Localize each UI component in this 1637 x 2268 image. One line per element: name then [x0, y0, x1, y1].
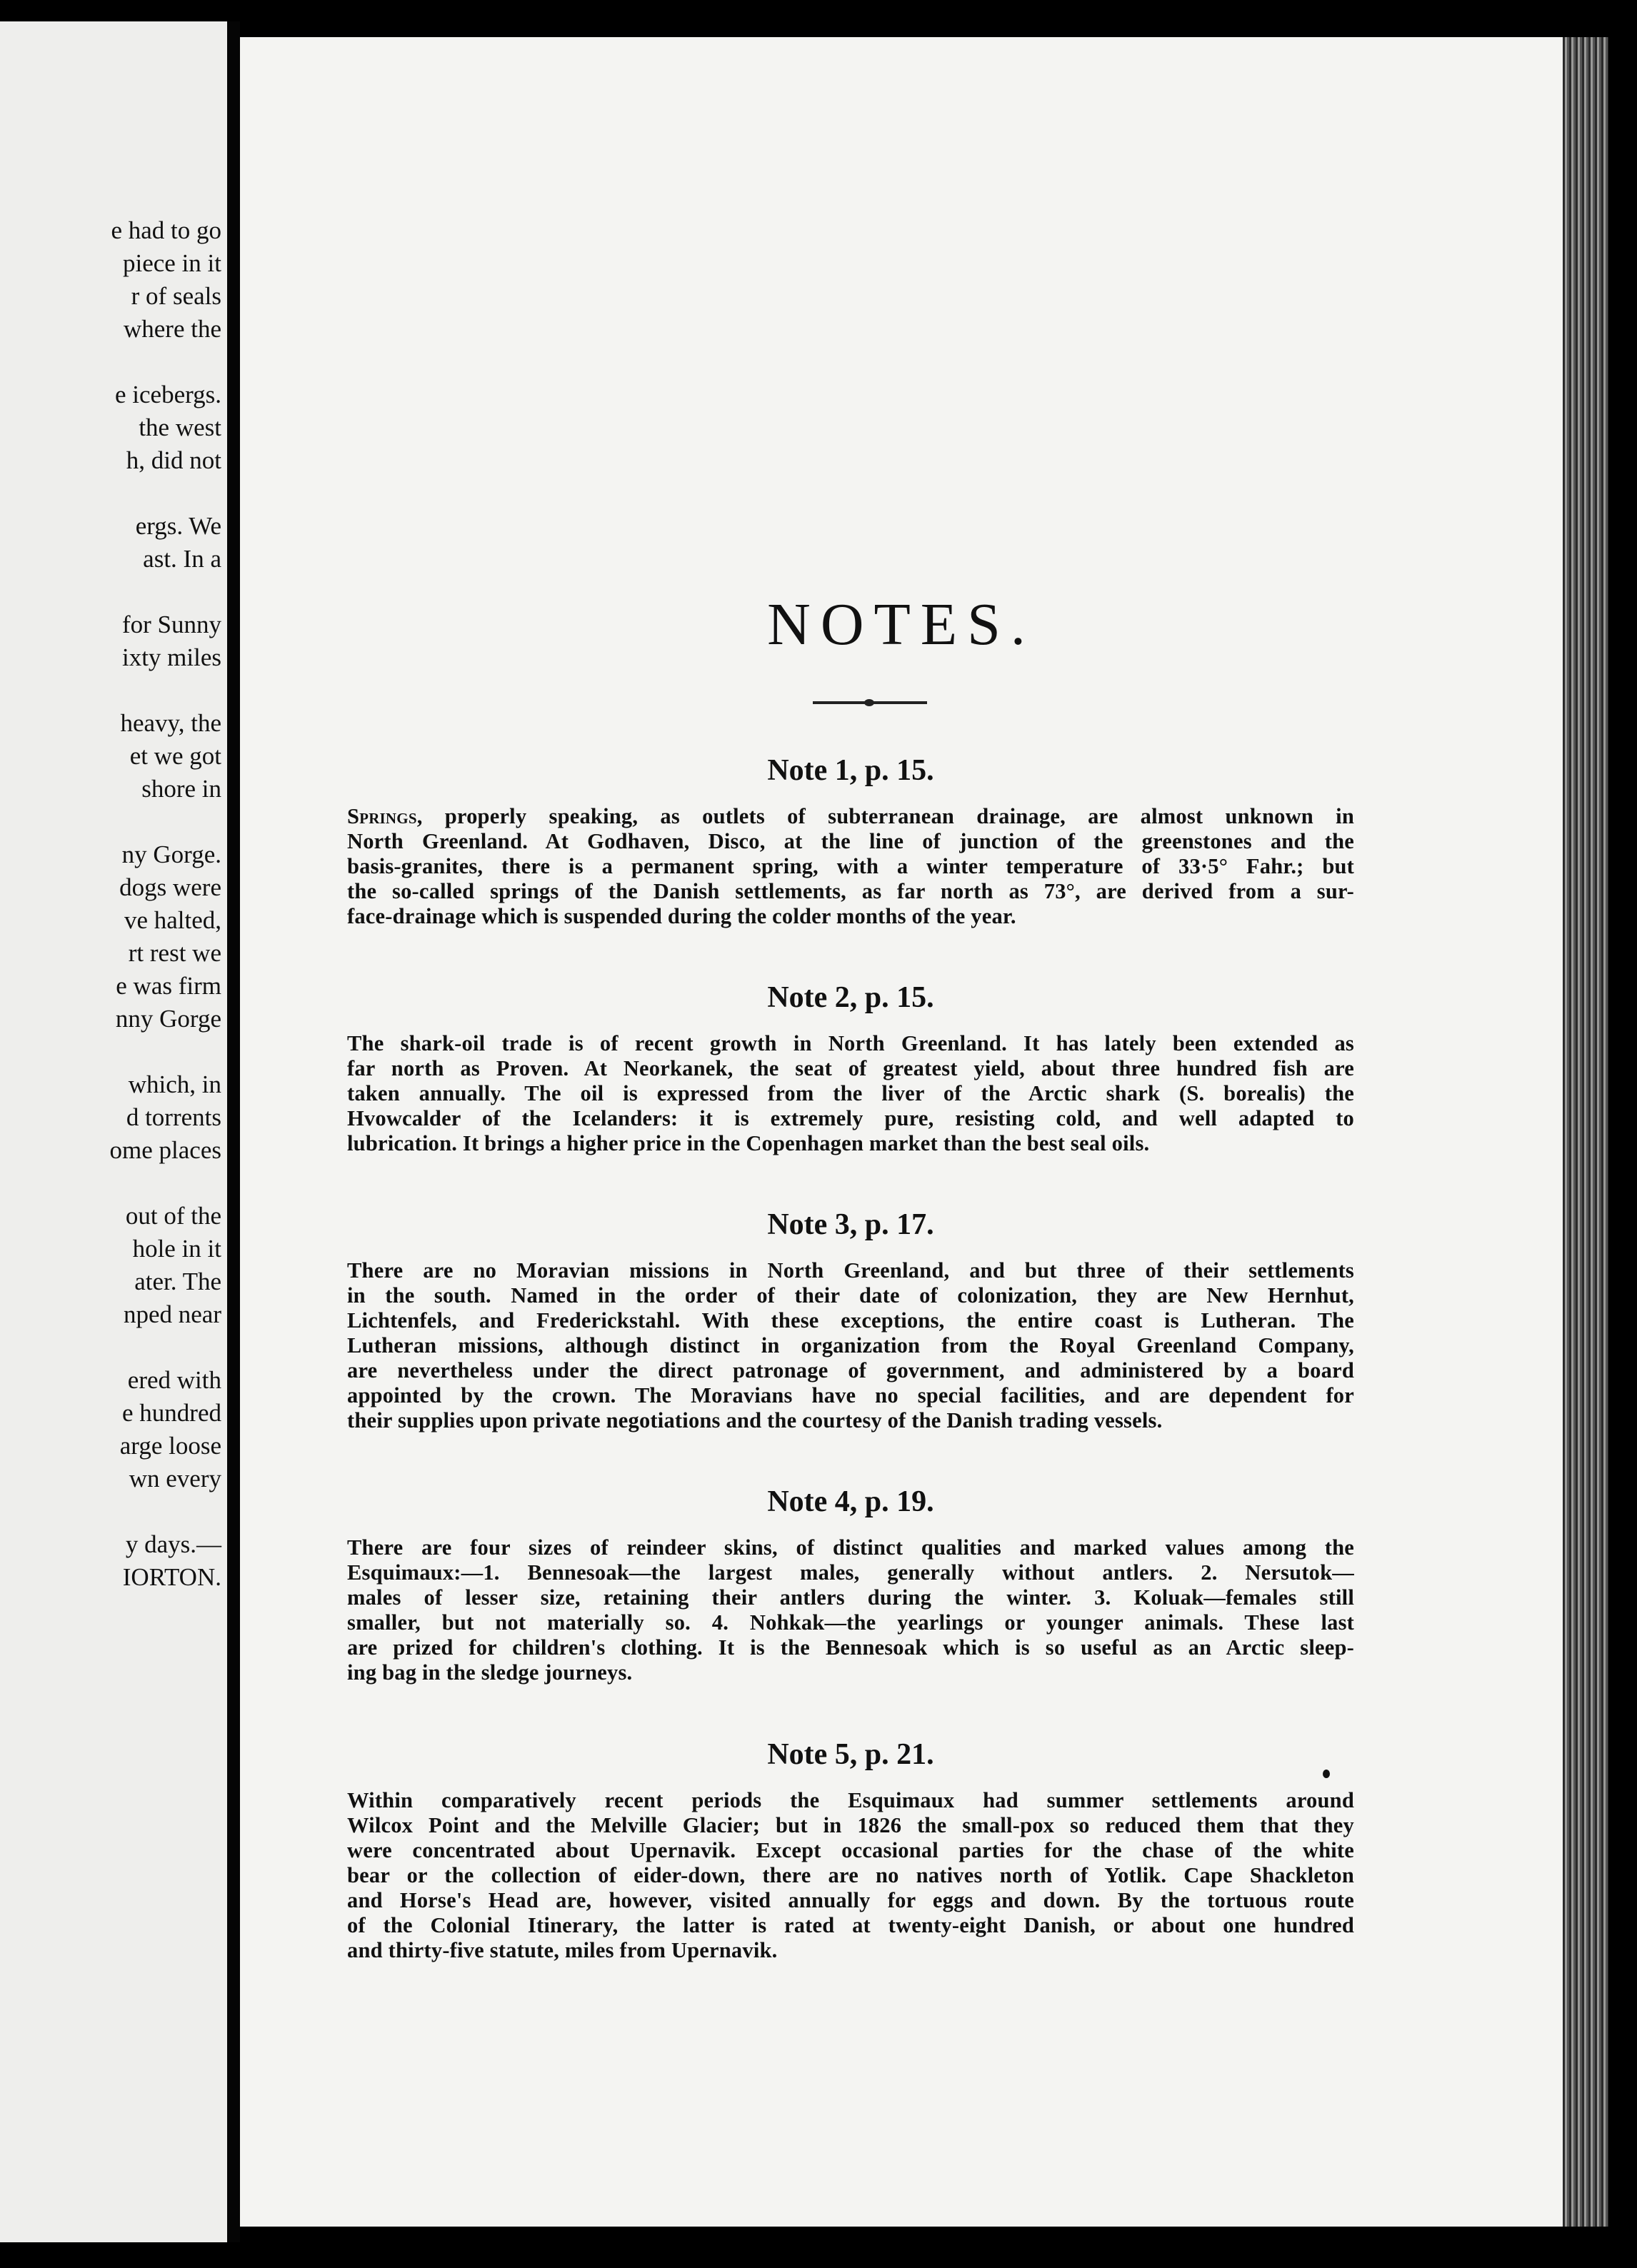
note-line: and Horse's Head are, however, visited annually for eggs and down. By the tortuous route	[347, 1888, 1354, 1912]
previous-page-line: out of the	[125, 1202, 221, 1230]
note-line: There are four sizes of reindeer skins, of distinct qualities and marked values among the	[347, 1535, 1354, 1560]
previous-page-line: wn every	[129, 1465, 221, 1492]
previous-page-line: for Sunny	[121, 611, 221, 638]
previous-page-line: r of seals	[131, 282, 221, 310]
note-line: males of lesser size, retaining their antlers during the winter. 3. Koluak—females still	[347, 1585, 1354, 1610]
previous-page-line: where the	[123, 315, 221, 343]
note-body	[347, 804, 1354, 929]
note-line: taken annually. The oil is expressed from the liver of the Arctic shark (S. borealis) the	[347, 1081, 1354, 1105]
note-line: were concentrated about Upernavik. Except occasional parties for the chase of the white	[347, 1838, 1354, 1862]
note-line: smaller, but not materially so. 4. Nohkak—the yearlings or younger animals. These last	[347, 1610, 1354, 1635]
previous-page-line: heavy, the	[120, 709, 221, 737]
note-line: There are no Moravian missions in North Greenland, and but three of their settlements	[347, 1258, 1354, 1283]
note-line: are prized for children's clothing. It is the Bennesoak which is so useful as an Arctic sleep-	[347, 1635, 1354, 1660]
previous-page-line: y days.—	[125, 1530, 221, 1558]
note-line: Esquimaux:—1. Bennesoak—the largest males, generally without antlers. 2. Nersutok—	[347, 1560, 1354, 1585]
note-heading: Note 3, p. 17.	[767, 1208, 934, 1241]
book-gutter	[227, 21, 240, 2242]
previous-page-line: e hundred	[122, 1399, 221, 1427]
note-line: of the Colonial Itinerary, the latter is rated at twenty-eight Danish, or about one hundred	[347, 1913, 1354, 1937]
previous-page-line: arge loose	[119, 1432, 221, 1460]
page-edge-stack	[1563, 37, 1608, 2227]
note-line: Springs, properly speaking, as outlets of subterranean drainage, are almost unknown in	[347, 804, 1354, 828]
previous-page-line: ergs. We	[135, 512, 221, 540]
previous-page-line: hole in it	[132, 1235, 221, 1263]
previous-page-line: ast. In a	[143, 545, 221, 573]
note-line: Lichtenfels, and Frederickstahl. With these exceptions, the entire coast is Lutheran. The	[347, 1308, 1354, 1333]
note-line: basis-granites, there is a permanent spring, with a winter temperature of 33·5° Fahr.; but	[347, 854, 1354, 878]
previous-page-line: dogs were	[119, 873, 221, 901]
note-line: Lutheran missions, although distinct in organization from the Royal Greenland Company,	[347, 1333, 1354, 1358]
note-1	[347, 751, 1354, 929]
note-line: in the south. Named in the order of their date of colonization, they are New Hernhut,	[347, 1283, 1354, 1308]
previous-page-line: nny Gorge	[115, 1005, 221, 1033]
note-line: and thirty-five statute, miles from Upernavik.	[347, 1938, 778, 1962]
page-title: NOTES.	[767, 591, 1036, 658]
note-line: The shark-oil trade is of recent growth in North Greenland. It has lately been extended as	[347, 1031, 1354, 1055]
previous-page-line: e was firm	[116, 972, 221, 1000]
note-line: Wilcox Point and the Melville Glacier; but in 1826 the small-pox so reduced them that they	[347, 1813, 1354, 1837]
previous-page-fragment	[0, 21, 227, 2242]
note-lead-word: Springs,	[347, 804, 423, 828]
previous-page-line: shore in	[141, 775, 221, 803]
previous-page-line: ixty miles	[121, 643, 221, 671]
note-4	[347, 1482, 1354, 1685]
note-line: Within comparatively recent periods the Esquimaux had summer settlements around	[347, 1788, 1354, 1812]
scan-border	[1608, 29, 1637, 2242]
note-3	[347, 1205, 1354, 1433]
note-body	[347, 1535, 1354, 1685]
previous-page-line: e had to go	[111, 216, 221, 244]
previous-page-line: e icebergs.	[114, 381, 221, 408]
previous-page-line: h, did not	[126, 446, 221, 474]
note-line: are nevertheless under the direct patronage of government, and administered by a board	[347, 1358, 1354, 1383]
previous-page-line: which, in	[128, 1070, 221, 1098]
previous-page-line: nped near	[123, 1300, 221, 1328]
note-line: face-drainage which is suspended during the colder months of the year.	[347, 904, 1016, 928]
note-heading: Note 2, p. 15.	[767, 981, 934, 1014]
previous-page-line: ve halted,	[124, 906, 221, 934]
ink-speck	[1323, 1770, 1330, 1778]
note-body	[347, 1031, 1354, 1156]
note-line: ing bag in the sledge journeys.	[347, 1660, 633, 1685]
note-line: Hvowcalder of the Icelanders: it is extremely pure, resisting cold, and well adapted to	[347, 1106, 1354, 1130]
note-line: their supplies upon private negotiations and the courtesy of the Danish trading vessels.	[347, 1408, 1163, 1432]
previous-page-line: rt rest we	[128, 939, 221, 967]
previous-page-line: d torrents	[126, 1103, 221, 1131]
note-line: far north as Proven. At Neorkanek, the seat of greatest yield, about three hundred fish are	[347, 1056, 1354, 1080]
previous-page-line: ny Gorge.	[121, 841, 221, 868]
note-line: lubrication. It brings a higher price in the Copenhagen market than the best seal oils.	[347, 1131, 1150, 1155]
previous-page-line: the west	[139, 413, 221, 441]
previous-page-line: ater. The	[134, 1268, 221, 1295]
note-heading: Note 1, p. 15.	[767, 754, 934, 787]
previous-page-line: ered with	[127, 1366, 221, 1394]
previous-page-line: et we got	[129, 742, 221, 770]
note-line: North Greenland. At Godhaven, Disco, at the line of junction of the greenstones and the	[347, 829, 1354, 853]
note-2	[347, 978, 1354, 1156]
previous-page-line: ome places	[109, 1136, 221, 1164]
note-line: the so-called springs of the Danish settlements, as far north as 73°, are derived from a sur-	[347, 879, 1354, 903]
note-line: appointed by the crown. The Moravians have no special facilities, and are dependent for	[347, 1383, 1354, 1408]
title-rule-ornament	[813, 701, 927, 704]
note-body	[347, 1788, 1354, 1963]
previous-page-line: piece in it	[122, 249, 221, 277]
note-heading: Note 4, p. 19.	[767, 1485, 934, 1518]
notes-page	[240, 37, 1563, 2227]
note-body	[347, 1258, 1354, 1433]
note-5	[347, 1735, 1354, 1963]
previous-page-line: IORTON.	[122, 1563, 221, 1591]
note-heading: Note 5, p. 21.	[767, 1738, 934, 1771]
note-line: bear or the collection of eider-down, there are no natives north of Yotlik. Cape Shackleton	[347, 1863, 1354, 1887]
